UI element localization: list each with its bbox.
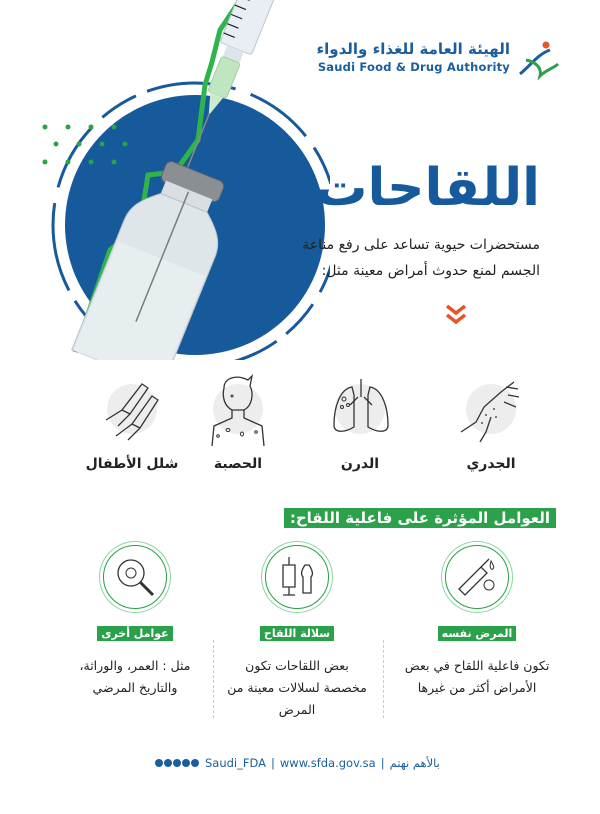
- disease-smallpox: [431, 372, 551, 472]
- person-spots-icon: [208, 374, 268, 446]
- factor-tag: عوامل أخرى: [97, 626, 172, 641]
- footer-tagline: بالأهم نهتم: [389, 756, 440, 770]
- logo-name-english: Saudi Food & Drug Authority: [317, 60, 510, 74]
- lungs-icon: [330, 377, 392, 437]
- disease-tuberculosis: [300, 372, 420, 472]
- syringe-gear-icon: [455, 555, 499, 599]
- magnifier-gear-icon: [113, 555, 157, 599]
- disease-label: شلل الأطفال: [85, 456, 179, 472]
- facebook-icon[interactable]: [191, 759, 199, 767]
- double-chevron-down-icon: [444, 303, 468, 325]
- footer: [155, 756, 440, 770]
- factor-disease-itself: [402, 545, 552, 699]
- snapchat-icon[interactable]: [164, 759, 172, 767]
- footer-separator: |: [380, 756, 385, 770]
- sfda-logo: [316, 38, 560, 80]
- factor-text: بعض اللقاحات تكون مخصصة لسلالات معينة من المرض: [227, 658, 367, 717]
- factor-vaccine-strain: [222, 545, 372, 721]
- disease-measles: [178, 372, 298, 472]
- disease-label: الجدري: [466, 456, 516, 472]
- twitter-icon[interactable]: [155, 759, 163, 767]
- crutches-icon: [102, 380, 162, 442]
- factors-heading: العوامل المؤثرة على فاعلية اللقاح:: [284, 508, 556, 528]
- factor-other: [60, 545, 210, 699]
- footer-separator: |: [271, 756, 275, 770]
- intro-text: مستحضرات حيوية تساعد على رفع مناعة الجسم لمنع حدوث أمراض معينة مثل:: [302, 237, 540, 279]
- vaccine-illustration: [0, 0, 330, 360]
- factor-text: مثل : العمر، والوراثة، والتاريخ المرضي: [79, 658, 191, 695]
- factor-tag: المرض نفسه: [438, 626, 517, 641]
- column-divider: [213, 640, 214, 718]
- youtube-icon[interactable]: [182, 759, 190, 767]
- page-title: اللقاحات: [315, 158, 540, 218]
- column-divider: [383, 640, 384, 718]
- factor-tag: سلالة اللقاح: [260, 626, 334, 641]
- syringe-vial-icon: [275, 555, 319, 599]
- factor-text: تكون فاعلية اللقاح في بعض الأمراض أكثر من غيرها: [404, 658, 550, 695]
- hand-rash-icon: [456, 377, 526, 447]
- disease-label: الدرن: [340, 456, 380, 472]
- website-link[interactable]: www.sfda.gov.sa: [279, 756, 376, 770]
- disease-polio: [72, 372, 192, 472]
- social-icons: [155, 756, 200, 770]
- sfda-emblem-icon: [516, 40, 560, 80]
- disease-label: الحصبة: [213, 456, 263, 472]
- social-handle[interactable]: Saudi_FDA: [205, 756, 267, 770]
- logo-name-arabic: الهيئة العامة للغذاء والدواء: [316, 40, 510, 58]
- instagram-icon[interactable]: [173, 759, 181, 767]
